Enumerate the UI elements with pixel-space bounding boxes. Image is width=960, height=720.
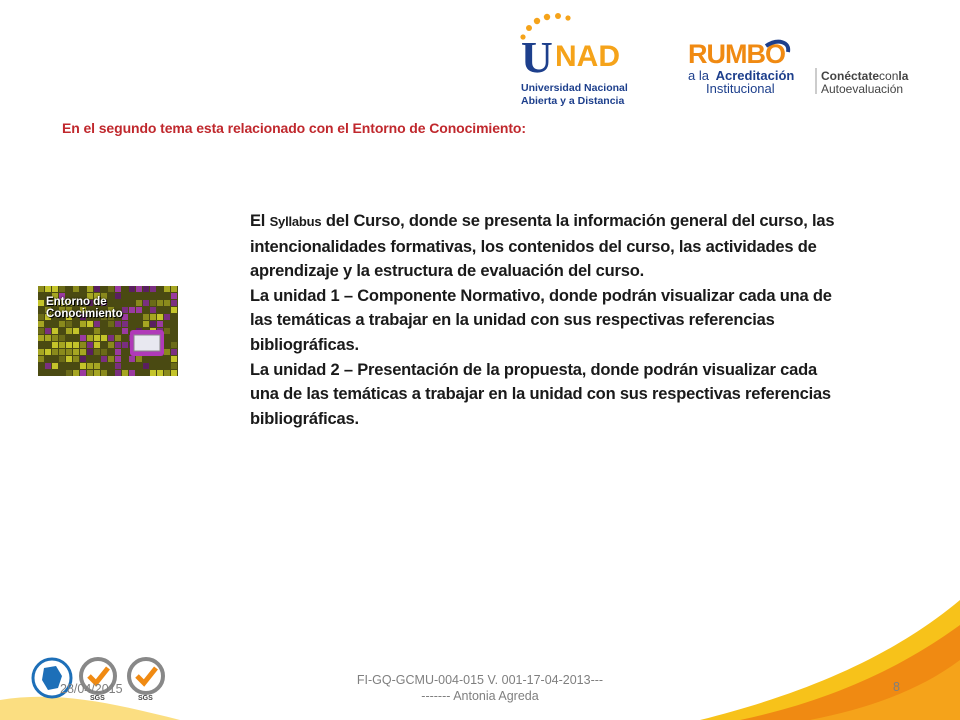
thumbnail-pixel: [87, 286, 93, 292]
thumbnail-pixel: [87, 342, 93, 348]
thumbnail-pixel: [87, 321, 93, 327]
thumbnail-pixel: [73, 342, 79, 348]
thumbnail-pixel: [80, 335, 86, 341]
thumbnail-label-line1: Entorno de: [46, 296, 107, 308]
thumbnail-pixel: [73, 286, 79, 292]
thumbnail-pixel: [122, 342, 128, 348]
unad-wordmark-rest: NAD: [555, 40, 620, 73]
body-paragraph-2: intencionalidades formativas, los contenidos del curso, las actividades de: [250, 237, 817, 256]
thumbnail-pixel: [164, 328, 170, 334]
thumbnail-pixel: [66, 342, 72, 348]
thumbnail-pixel: [59, 342, 65, 348]
thumbnail-pixel: [66, 356, 72, 362]
thumbnail-pixel: [171, 342, 177, 348]
footer-code-line1: FI-GQ-GCMU-004-015 V. 001-17-04-2013---: [356, 673, 604, 687]
thumbnail-pixel: [122, 328, 128, 334]
svg-text:SGS: SGS: [138, 695, 153, 702]
thumbnail-pixel: [108, 335, 114, 341]
rumbo-line1-bold: Acreditación: [715, 68, 795, 83]
thumbnail-pixel: [157, 321, 163, 327]
thumbnail-pixel: [38, 349, 44, 355]
thumbnail-pixel: [87, 363, 93, 369]
thumbnail-pixel: [94, 342, 100, 348]
thumbnail-pixel: [136, 356, 142, 362]
thumbnail-pixel: [108, 321, 114, 327]
footer-page-number: 8: [893, 680, 900, 694]
thumbnail-pixel: [80, 342, 86, 348]
thumbnail-pixel: [94, 335, 100, 341]
entorno-conocimiento-thumbnail: [38, 286, 178, 376]
thumbnail-pixel: [150, 286, 156, 292]
footer-code-line2: ------- Antonia Agreda: [421, 689, 539, 703]
svg-text:SGS: SGS: [90, 695, 105, 702]
thumbnail-pixel: [164, 370, 170, 376]
thumbnail-pixel: [87, 370, 93, 376]
rumbo-right-bottom: Autoevaluación: [821, 82, 904, 96]
thumbnail-pixel: [129, 286, 135, 292]
thumbnail-pixel: [73, 328, 79, 334]
thumbnail-pixel: [115, 342, 121, 348]
thumbnail-pixel: [66, 328, 72, 334]
thumbnail-pixel: [80, 370, 86, 376]
thumbnail-pixel: [136, 286, 142, 292]
thumbnail-pixel: [94, 328, 100, 334]
intro-heading: En el segundo tema esta relacionado con el Entorno de Conocimiento:: [62, 120, 526, 136]
thumbnail-pixel: [101, 370, 107, 376]
thumbnail-pixel: [38, 321, 44, 327]
thumbnail-pixel: [87, 349, 93, 355]
thumbnail-pixel: [94, 286, 100, 292]
rumbo-line2: Institucional: [706, 81, 775, 96]
thumbnail-pixel: [129, 356, 135, 362]
thumbnail-pixel: [45, 363, 51, 369]
thumbnail-pixel: [45, 335, 51, 341]
unad-line1: Universidad Nacional: [521, 82, 628, 94]
thumbnail-pixel: [80, 349, 86, 355]
body-text: [250, 209, 850, 431]
thumbnail-pixel: [52, 363, 58, 369]
unad-wordmark-u: U: [521, 33, 553, 82]
footer-document-code: [320, 672, 640, 704]
thumbnail-pixel: [38, 300, 44, 306]
thumbnail-pixel: [59, 335, 65, 341]
thumbnail-pixel: [94, 370, 100, 376]
thumbnail-pixel: [80, 321, 86, 327]
body-paragraph-unidad-1: La unidad 1 – Componente Normativo, donde podrán visualizar cada una de las temáticas a trabajar en la unidad con sus respectivas referencias bibliográficas.: [250, 286, 832, 354]
thumbnail-pixel: [101, 349, 107, 355]
thumbnail-pixel: [59, 321, 65, 327]
rumbo-wordmark: RUMBO: [688, 39, 785, 69]
svg-text:Conéctateconla: Conéctateconla: [821, 69, 909, 83]
thumbnail-pixel: [80, 356, 86, 362]
thumbnail-pixel: [150, 370, 156, 376]
unad-logo: [515, 12, 645, 110]
thumbnail-pixel: [171, 293, 177, 299]
body-paragraph-3: aprendizaje y la estructura de evaluación del curso.: [250, 262, 645, 281]
thumbnail-pixel: [129, 370, 135, 376]
thumbnail-pixel: [101, 335, 107, 341]
thumbnail-pixel: [45, 328, 51, 334]
thumbnail-pixel: [157, 370, 163, 376]
thumbnail-pixel: [52, 286, 58, 292]
thumbnail-pixel: [122, 321, 128, 327]
colombia-map-badge-icon: [30, 656, 74, 704]
thumbnail-pixel: [108, 286, 114, 292]
thumbnail-pixel: [171, 307, 177, 313]
thumbnail-pixel: [143, 363, 149, 369]
thumbnail-pixel: [59, 356, 65, 362]
thumbnail-pixel: [80, 363, 86, 369]
rumbo-line1-prefix: a la: [688, 68, 709, 83]
thumbnail-pixel: [108, 342, 114, 348]
thumbnail-pixel: [59, 286, 65, 292]
thumbnail-pixel: [115, 370, 121, 376]
thumbnail-pixel: [38, 356, 44, 362]
thumbnail-pixel: [171, 370, 177, 376]
thumbnail-pixel: [171, 349, 177, 355]
thumbnail-pixel: [45, 286, 51, 292]
thumbnail-pixel: [38, 328, 44, 334]
thumbnail-pixel: [87, 335, 93, 341]
thumbnail-pixel: [73, 356, 79, 362]
thumbnail-pixel: [45, 349, 51, 355]
thumbnail-pixel: [115, 321, 121, 327]
thumbnail-pixel: [66, 370, 72, 376]
thumbnail-pixel: [143, 321, 149, 327]
thumbnail-pixel: [52, 335, 58, 341]
thumbnail-label: [46, 296, 166, 320]
unad-line2: Abierta y a Distancia: [521, 95, 625, 107]
thumbnail-pixel: [52, 328, 58, 334]
thumbnail-pixel: [115, 349, 121, 355]
thumbnail-pixel: [171, 356, 177, 362]
thumbnail-pixel: [101, 356, 107, 362]
thumbnail-pixel: [115, 335, 121, 341]
thumbnail-pixel: [38, 286, 44, 292]
thumbnail-pixel: [59, 349, 65, 355]
thumbnail-pixel: [73, 370, 79, 376]
footer-date: 28/04/2015: [60, 682, 123, 696]
thumbnail-pixel: [143, 286, 149, 292]
thumbnail-pixel: [94, 363, 100, 369]
thumbnail-pixel: [171, 286, 177, 292]
rumbo-acreditacion-logo: [688, 36, 928, 102]
thumbnail-pixel: [38, 335, 44, 341]
body-paragraph-1: El Syllabus del Curso, donde se presenta la información general del curso, las: [250, 212, 835, 230]
thumbnail-pixel: [122, 370, 128, 376]
thumbnail-pixel: [171, 300, 177, 306]
thumbnail-pixel: [94, 321, 100, 327]
thumbnail-pixel: [94, 349, 100, 355]
thumbnail-pixel: [115, 356, 121, 362]
thumbnail-pixel: [52, 349, 58, 355]
body-paragraph-unidad-2: La unidad 2 – Presentación de la propuesta, donde podrán visualizar cada una de las temáticas a trabajar en la unidad con sus respectivas referencias bibliográficas.: [250, 360, 831, 428]
thumbnail-pixel: [52, 342, 58, 348]
thumbnail-pixel: [66, 321, 72, 327]
thumbnail-pixel: [38, 314, 44, 320]
thumbnail-pixel: [108, 356, 114, 362]
thumbnail-pixel: [115, 286, 121, 292]
sgs-certification-badge-icon: [76, 656, 120, 704]
thumbnail-pixel: [66, 349, 72, 355]
thumbnail-pixel: [171, 363, 177, 369]
syllabus-word: Syllabus: [269, 214, 322, 229]
thumbnail-pixel: [73, 349, 79, 355]
thumbnail-label-line2: Conocimiento: [46, 308, 123, 320]
thumbnail-pixel: [115, 363, 121, 369]
thumbnail-pixel: [164, 286, 170, 292]
thumbnail-pixel: [150, 321, 156, 327]
thumbnail-pixel: [164, 349, 170, 355]
sgs-certification-badge-2-icon: [124, 656, 168, 704]
